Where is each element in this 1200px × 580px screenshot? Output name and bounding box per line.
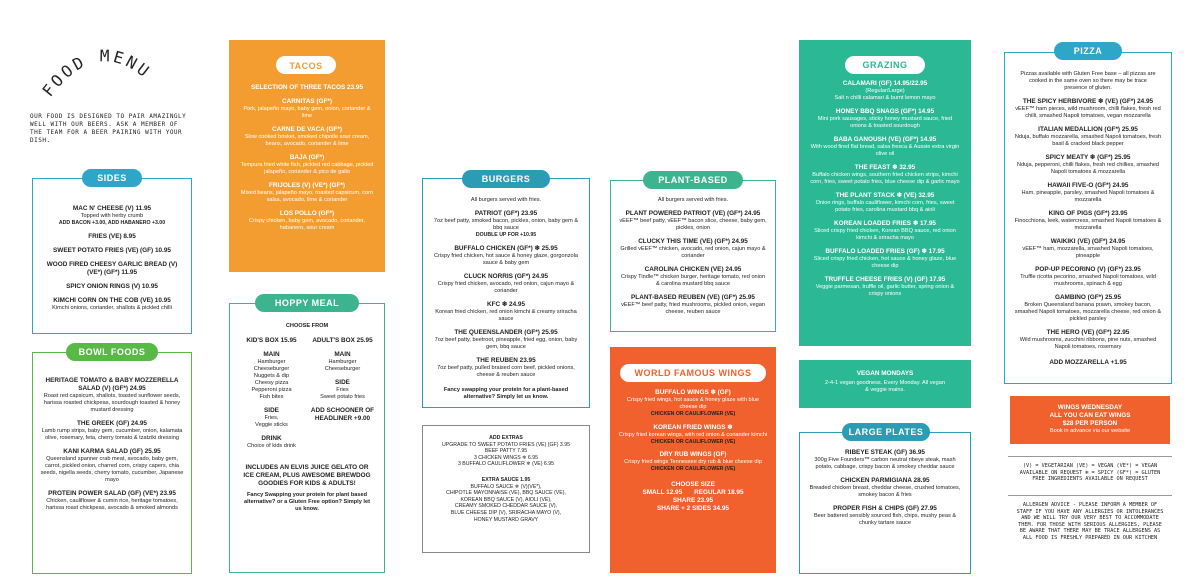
extra-line: 3 CHICKEN WINGS ❄ 6.95	[473, 454, 539, 461]
extra-line: UPGRADE TO SWEET POTATO FRIES (VE) (GF) 3.95	[442, 441, 570, 448]
menu-item-name: KANI KARMA SALAD (GF) 25.95	[63, 448, 161, 455]
large-list	[800, 433, 970, 527]
menu-item-description: Topped with herby crumb	[80, 213, 144, 219]
kids-side-label: SIDE	[264, 407, 279, 414]
plant-intro: All burgers served with fries.	[657, 197, 729, 203]
kids-box	[238, 335, 306, 450]
extra-line: BUFFALO SAUCE ❄ (V)(VE*),	[470, 483, 542, 490]
kids-main-label: MAIN	[263, 351, 280, 358]
menu-item-name: CARNE DE VACA (GF*)	[272, 126, 342, 133]
menu-item-name: CAROLINA CHICKEN (VE) 24.95	[644, 266, 742, 273]
menu-item-name: CARNITAS (GF*)	[282, 98, 332, 105]
menu-item-description: Sliced crispy fried chicken, hot sauce & honey glaze, blue cheese dip	[813, 256, 957, 269]
hoppy-swap-note: Fancy Swapping your protein for plant based alternative? or a Gluten Free option? Simply let us know.	[244, 492, 370, 512]
large-title: LARGE PLATES	[842, 423, 930, 441]
menu-item-choice: CHICKEN OR CAULIFLOWER (VE)	[650, 466, 736, 473]
menu-item-description: 7oz beef patty, smoked bacon, pickles, onion, baby gem & bbq sauce	[433, 218, 579, 231]
menu-item-description: Chicken, cauliflower & cumin rice, heritage tomatoes, harissa roast chickpeas, avocado & smoked almonds	[46, 498, 178, 511]
grazing-list	[799, 40, 971, 298]
menu-item-name: GAMBINO (GF*) 25.95	[1054, 294, 1122, 301]
menu-item-note: DOUBLE UP FOR +10.95	[475, 232, 537, 238]
extra-sauce-list	[423, 484, 589, 524]
menu-item-description: Buffalo chicken wings, southern fried chicken strips, kimchi corn, fries, sweet potato fries, blue cheese dip & garlic mayo	[810, 172, 960, 185]
wings-title: WORLD FAMOUS WINGS	[620, 364, 766, 382]
allergen-advice: ALLERGEN ADVICE - PLEASE INFORM A MEMBER OF STAFF IF YOU HAVE ANY ALLERGIES OR INTOLERANCES AND WE WILL TRY OUR VERY BEST TO ACCOMMODATE THEM. FOR THOSE WITH SERIOUS ALLERGIES, PLEASE BE AWARE THAT THERE MAY BE TRACE ALLERGENS AS ALL FOOD IS FRESHLY PREPARED IN OUR KITCHEN	[1016, 502, 1164, 541]
vegan-title: VEGAN MONDAYS	[856, 370, 914, 377]
extra-line: 3 BUFFALO CAULIFLOWER ❄ (VE) 6.95	[457, 461, 555, 468]
menu-item-name: DRY RUB WINGS (GF)	[659, 451, 727, 459]
vegan-text: 2-4-1 vegan goodness. Every Monday. All vegan & veggie mains.	[825, 380, 945, 393]
adults-main-options: Hamburger Cheeseburger	[324, 359, 361, 372]
menu-item-description: Crispy fried chicken, avocado, red onion, cajun mayo & coriander	[437, 280, 575, 294]
menu-item-note: ADD BACON +3.00, ADD HABANERO +3.00	[58, 220, 166, 226]
pizza-add-mozzarella: ADD MOZZARELLA +1.95	[1049, 359, 1127, 366]
menu-item-description: Grilled vEEF™ chicken, avocado, red onion, cajun mayo & coriander	[620, 246, 766, 259]
wings-wednesday-title: WINGS WEDNESDAY	[1057, 404, 1123, 411]
menu-item-description: Nduja, buffalo mozzarella, smashed Napoli tomatoes, fresh basil & cracked black pepper	[1014, 134, 1162, 147]
extra-sauce-title: EXTRA SAUCE 1.95	[481, 476, 531, 483]
menu-item-description: Crispy fried wings, hot sauce & honey glaze with blue cheese dip	[626, 397, 760, 410]
extra-line: HONEY MUSTARD GRAVY	[473, 516, 539, 523]
adults-add-schooner: ADD SCHOONER OF HEADLINER +9.00	[310, 407, 375, 422]
menu-item-description: Mixed beans, jalapeño mayo, roasted capsicum, corn salsa, avocado, lime & coriander	[240, 190, 374, 203]
menu-item-name: LOS POLLO (GF*)	[279, 210, 335, 217]
kids-box-title: KID'S BOX 15.95	[246, 337, 297, 344]
menu-item-description: vEEF™ beef patty, vEEF™ bacon slice, cheese, baby gem, pickles, onion	[619, 218, 767, 231]
menu-item-description: Slow cooked brisket, smoked chipotle sour cream, beans, avocado, coriander & lime	[244, 134, 370, 147]
sides-panel	[32, 178, 192, 334]
menu-item-description: Veggie parmesan, truffle oil, garlic butter, spring onion & crispy onions	[815, 284, 955, 297]
menu-item-name: CALAMARI (GF) 14.95/22.95	[842, 80, 928, 87]
menu-item-choice: CHICKEN OR CAULIFLOWER (VE)	[650, 411, 736, 417]
burgers-swap-note: Fancy swapping your protein for a plant-based alternative? Simply let us know.	[443, 386, 569, 400]
tacos-list	[229, 98, 385, 232]
menu-item-description: (Regular/Large) Salt n chilli calamari & burnt lemon mayo	[834, 88, 936, 101]
sides-list	[33, 179, 191, 312]
menu-item-description: Ham, pineapple, parsley, smashed Napoli tomatoes & mozzarella	[1021, 190, 1155, 203]
menu-item-description: Truffle ricotta pecorino, smashed Napoli tomatoes, wild mushrooms, spinach & egg	[1020, 274, 1156, 287]
wings-wednesday-panel	[1010, 396, 1170, 444]
menu-item-description: Beer battered sensibly sourced fish, chips, mushy peas & chunky tartare sauce	[813, 513, 957, 526]
menu-item-description: Finocchiona, leek, watercress, smashed Napoli tomatoes & mozzarella	[1014, 218, 1162, 231]
intro-text: OUR FOOD IS DESIGNED TO PAIR AMAZINGLY WELL WITH OUR BEERS. ASK A MEMBER OF THE TEAM FOR A BEER PAIRING WITH YOUR DISH.	[30, 113, 187, 144]
grazing-panel	[799, 40, 971, 346]
menu-item-name: POP-UP PECORINO (V) (GF*) 23.95	[1035, 266, 1141, 273]
menu-item-name: THE SPICY HERBIVORE ❄ (VE) (GF*) 24.95	[1022, 98, 1154, 105]
menu-item-description: Roast red capsicum, shallots, toasted sunflower seeds, harissa roasted chickpeas, sourdough toasted & honey mustard dressing	[43, 393, 181, 413]
menu-item-name: KFC ❄ 24.95	[486, 300, 526, 308]
extra-line: BLUE CHEESE DIP (V), SRIRACHA MAYO (V),	[450, 509, 562, 516]
vegan-panel	[799, 360, 971, 408]
menu-item-name: THE GREEK (GF) 24.95	[77, 420, 147, 427]
burgers-intro: All burgers served with fries.	[470, 197, 542, 203]
extra-line: CREAMY SMOKED CHEDDAR SAUCE (V),	[454, 503, 558, 510]
menu-item-description: 300g Five Founders™ carbon neutral ribeye steak, mash potato, cabbage, crispy bacon & smokey cheddar sauce	[814, 457, 956, 470]
menu-item-name: RIBEYE STEAK (GF) 36.95	[845, 449, 925, 456]
menu-item-name: BUFFALO CHICKEN (GF*) ❄ 25.95	[454, 244, 558, 252]
sides-title: SIDES	[82, 169, 142, 187]
kids-side-options: Fries, Veggie sticks	[255, 415, 288, 428]
menu-item-description: Crispy fried korean wings, with red onion & coriander kimchi	[618, 431, 768, 438]
pizza-panel	[1004, 52, 1172, 384]
menu-item-choice: CHICKEN OR CAULIFLOWER (VE)	[650, 438, 736, 445]
adults-side-label: SIDE	[335, 379, 350, 386]
menu-item-description: Sliced crispy fried chicken, Korean BBQ sauce, red onion kimchi & sriracha mayo	[814, 228, 956, 241]
wings-size-share-sides: SHARE + 2 SIDES 34.95	[657, 504, 729, 512]
menu-item-name: BUFFALO WINGS ❄ (GF)	[655, 389, 731, 396]
menu-item-description: vEEF™ beef patty, fried mushrooms, pickled onion, vegan cheese, reuben sauce	[621, 302, 765, 315]
menu-item-name: CLUCKY THIS TIME (VE) (GF*) 24.95	[638, 238, 748, 245]
extra-line: KOREAN BBQ SAUCE (V), AIOLI (VE),	[460, 496, 552, 503]
hoppy-title: HOPPY MEAL	[255, 294, 359, 312]
menu-item-name: SPICY ONION RINGS (V) 10.95	[66, 282, 158, 290]
menu-item-description: Lamb rump strips, baby gem, cucumber, onion, kalamata olive, rosemary, feta, cherry tomato & tzatziki dressing	[41, 428, 183, 441]
wings-choose-size: CHOOSE SIZE	[671, 480, 715, 488]
menu-item-description: Kimchi onions, coriander, shallots & pickled chilli	[52, 304, 172, 311]
pizza-intro: Pizzas available with Gluten Free base – all pizzas are cooked in the same oven so there may be trace presence of gluten.	[1020, 71, 1156, 91]
kids-drink-label: DRINK	[261, 435, 282, 442]
add-extras-title: ADD EXTRAS	[489, 435, 523, 441]
menu-item-name: FRIES (VE) 8.95	[88, 232, 136, 240]
kids-main-options: Hamburger Cheeseburger Nuggets & dip Cheesy pizza Pepperoni pizza Fish bites	[251, 359, 292, 400]
menu-item-name: THE REUBEN 23.95	[476, 356, 536, 364]
menu-item-name: HONEY BBQ SNAGS (GF*) 14.95	[835, 108, 935, 115]
plant-title: PLANT-BASED	[643, 171, 743, 189]
burgers-title: BURGERS	[462, 170, 550, 188]
pizza-list	[1005, 98, 1171, 351]
menu-item-name: THE HERO (VE) (GF*) 22.95	[1046, 329, 1130, 336]
burgers-list	[423, 210, 589, 379]
wings-wednesday-line2: ALL YOU CAN EAT WINGS	[1049, 412, 1131, 419]
menu-item-name: PLANT POWERED PATRIOT (VE) (GF*) 24.95	[625, 210, 761, 217]
menu-item-name: ITALIAN MEDALLION (GF*) 25.95	[1038, 126, 1138, 133]
menu-item-description: Mini pork sausages, sticky honey mustard sauce, fried onions & toasted sourdough	[817, 116, 953, 129]
menu-item-name: PROPER FISH & CHIPS (GF) 27.95	[833, 505, 937, 512]
menu-item-name: SPICY MEATY ❄ (GF*) 25.95	[1045, 154, 1131, 161]
menu-item-description: Crispy Tindle™ chicken burger, heritage tomato, red onion & carolina mustard bbq sauce	[620, 274, 766, 287]
menu-item-description: Onion rings, buffalo cauliflower, kimchi corn, fries, sweet potato fries, carolina mustard bbq & aioli	[815, 200, 955, 213]
menu-item-name: KOREAN FRIED WINGS ❄	[653, 423, 733, 431]
menu-item-name: BABA GANOUSH (VE) (GF*) 14.95	[833, 136, 937, 143]
menu-item-description: Broken Queensland banana prawn, smokey bacon, smashed Napoli tomatoes, mozzarella cheese, red onion & pickled parsley	[1014, 302, 1162, 322]
extra-line: BEEF PATTY 7.95	[484, 448, 528, 455]
wings-wednesday-booking: Book in advance via our website	[1049, 428, 1131, 434]
tacos-title: TACOS	[276, 56, 336, 74]
wings-size-regular: REGULAR 18.95	[694, 488, 744, 496]
wings-size-small: SMALL 12.95	[642, 488, 683, 496]
adults-main-label: MAIN	[334, 351, 351, 358]
menu-item-name: KING OF PIGS (GF*) 23.95	[1048, 210, 1128, 217]
menu-item-description: 7oz beef patty, pulled braised corn beef, pickled onions, cheese & reuben sauce	[437, 364, 575, 378]
menu-item-name: PROTEIN POWER SALAD (GF) (VE*) 23.95	[48, 490, 176, 497]
wings-wednesday-price: $28 PER PERSON	[1062, 420, 1118, 427]
menu-item-description: vEEF™ ham, mozzarella, smashed Napoli tomatoes, pineapple	[1022, 246, 1154, 259]
menu-item-name: BUFFALO LOADED FRIES (GF) ❄ 17.95	[825, 248, 945, 255]
menu-item-description: Korean fried chicken, red onion kimchi & creamy sriracha sauce	[435, 308, 577, 322]
adults-box-title: ADULT'S BOX 25.95	[312, 337, 373, 344]
menu-item-description: Crispy fried wings Tennessee dry rub & blue cheese dip	[624, 459, 762, 466]
menu-item-name: CHICKEN PARMIGIANA 28.95	[840, 477, 930, 484]
grazing-title: GRAZING	[845, 56, 925, 74]
legend-panel	[1008, 456, 1172, 496]
menu-item-name: KIMCHI CORN ON THE COB (VE) 10.95	[53, 296, 171, 304]
bowl-panel	[32, 352, 192, 574]
menu-item-name: THE PLANT STACK ❄ (VE) 32.95	[835, 192, 935, 199]
bowl-title: BOWL FOODS	[66, 343, 158, 361]
plant-list	[611, 210, 775, 316]
large-panel	[799, 432, 971, 574]
menu-item-description: Pork, jalapeño mayo, baby gem, onion, coriander & lime	[243, 106, 371, 119]
menu-item-name: BAJA (GF*)	[289, 154, 325, 161]
hoppy-panel	[229, 303, 385, 573]
add-extras-panel	[422, 425, 590, 553]
menu-item-name: HAWAII FIVE-O (GF*) 24.95	[1047, 182, 1129, 189]
allergen-panel	[1008, 502, 1172, 562]
food-menu-logo	[30, 40, 170, 100]
intro	[30, 40, 190, 144]
menu-item-name: FRIJOLES (V) (VE*) (GF*)	[269, 182, 345, 189]
menu-item-description: Tempura fried white fish, pickled red cabbage, pickled jalapeño, coriander & pico de gallo	[240, 162, 374, 175]
menu-item-description: With wood fired flat bread, salsa fresca & Aussie extra virgin olive oil	[810, 144, 960, 157]
add-extras-list	[423, 442, 589, 468]
plant-panel	[610, 180, 776, 332]
menu-item-description: 7oz beef patty, beetroot, pineapple, fried egg, onion, baby gem, bbq sauce	[434, 336, 578, 350]
menu-item-name: PATRIOT (GF*) 23.95	[474, 210, 538, 217]
menu-item-description: Breaded chicken breast, cheddar cheese, crushed tomatoes, smokey bacon & fries	[809, 485, 961, 498]
dietary-legend: (V) = VEGETARIAN (VE) = VEGAN (VE*) = VEGAN AVAILABLE ON REQUEST ❄ = SPICY (GF*) = GLUTEN FREE INGREDIENTS AVAILABLE ON REQUEST	[1019, 463, 1161, 483]
burgers-panel	[422, 178, 590, 408]
menu-item-name: PLANT-BASED REUBEN (VE) (GF*) 25.95	[631, 294, 755, 301]
food-menu-title: FOOD MENU	[38, 46, 155, 100]
menu-item-name: WOOD FIRED CHEESY GARLIC BREAD (V) (VE*) (GF*) 11.95	[46, 260, 178, 276]
menu-item-name: SWEET POTATO FRIES (VE) (GF) 10.95	[53, 246, 171, 254]
kids-drink-options: Choice of kids drink	[247, 443, 296, 449]
hoppy-includes: INCLUDES AN ELVIS JUICE GELATO OR ICE CREAM, PLUS AWESOME BREWDOG GOODIES FOR KIDS & ADULTS!	[243, 464, 371, 487]
menu-item-description: Wild mushrooms, zucchini ribbons, pine nuts, smashed Napoli tomatoes, rosemary	[1019, 337, 1157, 350]
adults-box	[309, 335, 377, 450]
menu-item-name: CLUCK NORRIS (GF*) 24.95	[463, 272, 549, 280]
adults-side-options: Fries Sweet potato fries	[320, 387, 365, 400]
menu-item-description: Queensland spanner crab meat, avocado, baby gem, carrot, pickled onion, charred corn, crispy capers, chia seeds, nigella seeds, cherry tomato, cucumber, Japanese mayo	[40, 456, 184, 483]
menu-item-description: Crispy fried chicken, hot sauce & honey glaze, gorgonzola sauce & baby gem	[434, 252, 578, 266]
wings-size-share: SHARE 23.95	[672, 496, 714, 504]
svg-text:FOOD MENU	[38, 46, 155, 100]
menu-item-name: KOREAN LOADED FRIES ❄ 17.95	[834, 220, 936, 227]
extra-line: CHIPOTLE MAYONNAISE (VE), BBQ SAUCE (VE),	[446, 490, 566, 497]
menu-item-name: MAC N' CHEESE (V) 11.95	[72, 205, 152, 212]
hoppy-choose: CHOOSE FROM	[285, 323, 329, 329]
menu-item-description: Nduja, pepperoni, chilli flakes, fresh red chillies, smashed Napoli tomatoes & mozzarella	[1016, 162, 1160, 175]
tacos-lead: SELECTION OF THREE TACOS 23.95	[250, 84, 364, 91]
menu-item-name: TRUFFLE CHEESE FRIES (V) (GF) 17.95	[824, 276, 946, 283]
menu-item-name: HERITAGE TOMATO & BABY MOZZERELLA SALAD (V) (GF*) 24.95	[45, 377, 179, 392]
menu-item-description: vEEF™ ham pieces, wild mushroom, chilli flakes, fresh red chilli, smashed Napoli tomatoes, vegan mozzarella	[1015, 106, 1161, 119]
bowl-list	[33, 353, 191, 512]
menu-item-description: Crispy chicken, baby gem, avocado, coriander, habanero, sour cream	[249, 218, 365, 231]
pizza-title: PIZZA	[1054, 42, 1122, 60]
menu-item-name: WAIKIKI (VE) (GF*) 24.95	[1050, 238, 1126, 245]
menu-item-name: THE FEAST ❄ 32.95	[854, 164, 916, 171]
menu-item-name: THE QUEENSLANDER (GF*) 25.95	[454, 328, 558, 336]
